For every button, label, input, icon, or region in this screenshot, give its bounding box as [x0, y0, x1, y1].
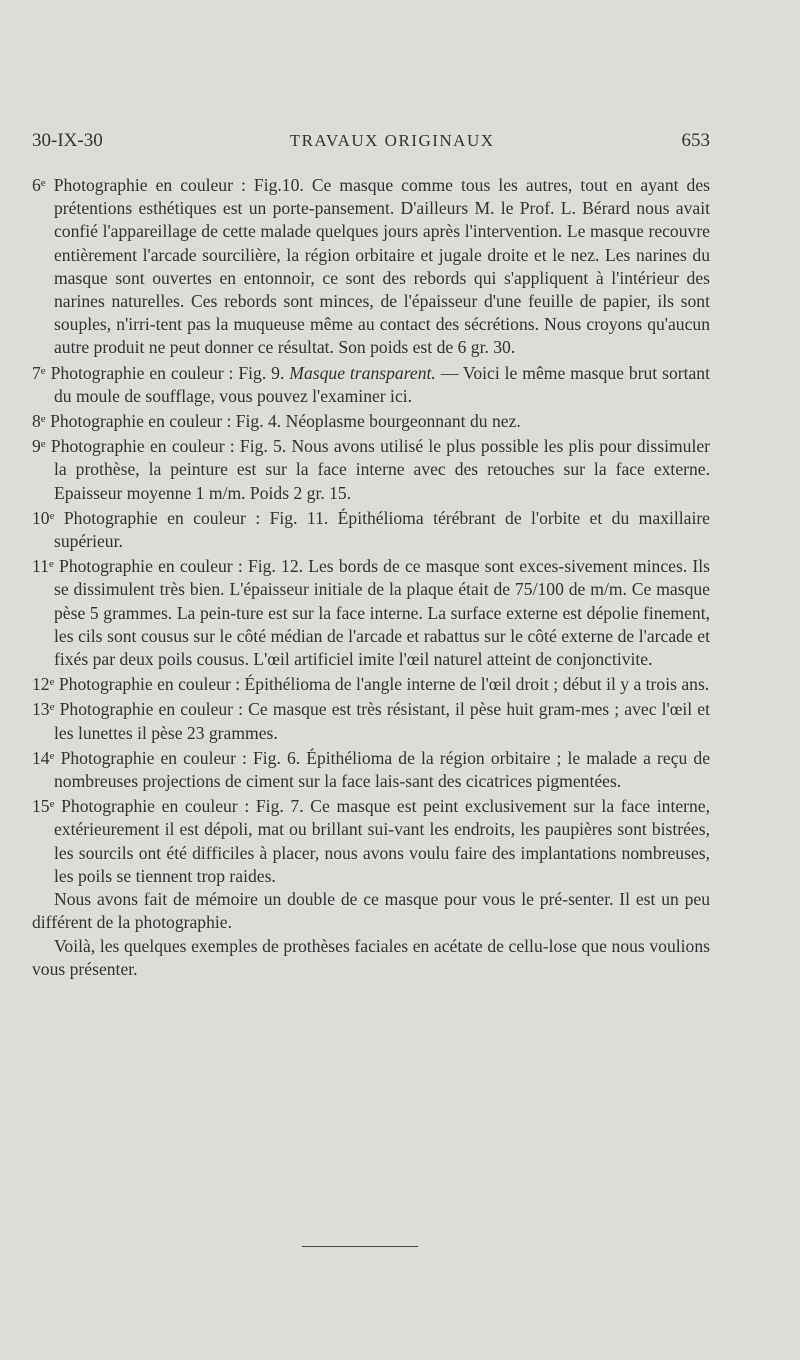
paragraph-text: Photographie en couleur : Ce masque est très résistant, il pèse huit gram-mes ; avec l'œil et les lunettes il pèse 23 grammes. [54, 699, 710, 743]
numbered-paragraph [32, 696, 710, 744]
paragraph-text: Photographie en couleur : Fig. 4. Néoplasme bourgeonnant du nez. [45, 411, 521, 432]
numbered-paragraph [32, 553, 710, 671]
header-title: TRAVAUX ORIGINAUX [289, 131, 495, 150]
paragraph-text: Photographie en couleur : Épithélioma de l'angle interne de l'œil droit ; début il y a trois ans. [54, 674, 710, 695]
paragraph-text: Photographie en couleur : Fig. 5. Nous avons utilisé le plus possible les plis pour dissimuler la prothèse, la peinture est sur la face interne avec des retouches sur la face externe. Epaisseur moyenne 1 m/m. Poids 2 gr. 15. [45, 436, 710, 503]
numbered-paragraph [32, 671, 710, 696]
numbered-paragraph [32, 360, 710, 408]
paragraph-text: Photographie en couleur : Fig. 11. Épithélioma térébrant de l'orbite et du maxillaire supérieur. [54, 507, 710, 552]
paragraph-number: 10e [32, 507, 55, 528]
paragraph-number: 7e [32, 362, 46, 383]
paragraph-number: 8e [32, 411, 46, 432]
paragraph-number: 13e [32, 699, 55, 720]
paragraph-text: Photographie en couleur : Fig. 9. [45, 362, 290, 383]
numbered-paragraph [32, 408, 710, 433]
paragraph-number: 6e [32, 175, 46, 195]
header-date: 30-IX-30 [32, 130, 103, 151]
closing-paragraph: Nous avons fait de mémoire un double de ce masque pour vous le pré-senter. Il est un peu différent de la photographie. [32, 889, 710, 933]
paragraph-text: Photographie en couleur : Fig. 6. Épithélioma de la région orbitaire ; le malade a reçu de nombreuses projections de ciment sur la face lais-sant des cicatrices pigmentées. [54, 747, 710, 792]
numbered-paragraph [32, 745, 710, 793]
paragraph-text-continued: — Voici le même masque brut sortant du moule de soufflage, vous pouvez l'examiner ici. [54, 362, 710, 406]
paragraph-text: Photographie en couleur : Fig. 7. Ce masque est peint exclusivement sur la face interne, extérieurement il est dépoli, mat ou brillant sui-vant les endroits, les paupières sont bistrées, les sourcils ont été difficiles à placer, nous avons voulu faire des implantations nombreuses, les poils se tiennent trop raides. [54, 796, 710, 886]
numbered-paragraph [32, 172, 710, 360]
numbered-paragraph [32, 505, 710, 553]
numbered-paragraph [32, 793, 710, 888]
italic-caption: Masque transparent. [289, 362, 436, 383]
body-text [32, 172, 710, 981]
paragraph-number: 11e [32, 556, 54, 577]
page-number: 653 [681, 130, 710, 151]
paragraph-number: 15e [32, 796, 55, 817]
paragraph-text: Photographie en couleur : Fig. 12. Les bords de ce masque sont exces-sivement minces. Ils se dissimulent très bien. L'épaisseur initiale de la plaque était de 75/100 de m/m. Ce masque pèse 5 grammes. La pein-ture est sur la face interne. La surface externe est dépolie finement, les cils sont cousus sur le côté médian de l'arcade et rabattus sur le côté externe de l'arcade et fixés par deux poils cousus. L'œil artificiel imite l'œil naturel atteint de conjonctivite. [53, 556, 710, 670]
paragraph-text: Photographie en couleur : Fig.10. Ce masque comme tous les autres, tout en ayant des prétentions esthétiques est un porte-pansement. D'ailleurs M. le Prof. L. Bérard nous avait confié l'appareillage de cette malade quelques jours après l'intervention. Le masque recouvre entièrement l'arcade sourcilière, la région orbitaire et jugale droite et le nez. Les narines du masque sont ouvertes en entonnoir, ce sont des rebords qui s'appliquent à l'intérieur des narines naturelles. Ces rebords sont minces, de l'épaisseur d'une feuille de papier, ils sont souples, n'irri-tent pas la muqueuse même au contact des sécrétions. Nous croyons qu'aucun autre produit ne peut donner ce résultat. Son poids est de 6 gr. 30. [45, 175, 710, 358]
closing-paragraph: Voilà, les quelques exemples de prothèses faciales en acétate de cellu-lose que nous voulions vous présenter. [32, 935, 710, 979]
paragraph-number: 9e [32, 436, 46, 457]
paragraph-number: 14e [32, 747, 55, 768]
numbered-paragraph [32, 433, 710, 505]
end-rule [302, 1246, 418, 1247]
running-header [32, 130, 710, 158]
paragraph-number: 12e [32, 674, 55, 695]
